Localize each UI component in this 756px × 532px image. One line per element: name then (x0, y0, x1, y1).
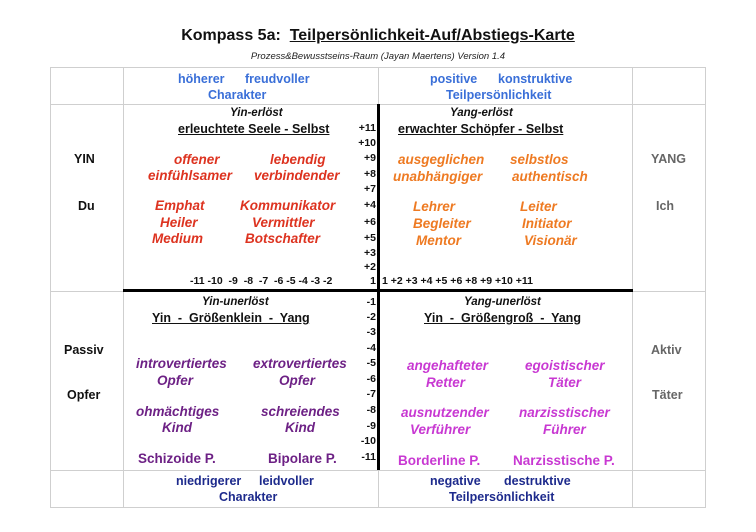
side-label-yin: YIN (74, 152, 95, 166)
q1-term: Botschafter (245, 231, 321, 246)
q2-term: selbstlos (510, 152, 569, 167)
q2-term: Mentor (416, 233, 461, 248)
page-title (0, 27, 756, 45)
q1-tag: Yin-erlöst (230, 107, 283, 119)
q3-term: ohmächtiges (136, 404, 220, 419)
grid-cell (632, 470, 706, 508)
bottom-right-word-3: Teilpersönlichkeit (449, 490, 555, 504)
q3-term: Kind (162, 420, 192, 435)
scale-tick: +9 (364, 152, 376, 164)
q2-term: Lehrer (413, 199, 456, 214)
q1-term: lebendig (270, 152, 326, 167)
scale-tick: -3 (366, 326, 376, 338)
q1-term: Vermittler (252, 215, 315, 230)
q2-term: ausgeglichen (398, 152, 485, 167)
scale-tick: +2 (364, 261, 376, 273)
q4-term: Täter (548, 375, 582, 390)
q3-term: Kind (285, 420, 315, 435)
scale-tick: +5 (364, 232, 376, 244)
side-label-aktiv: Aktiv (651, 343, 682, 357)
q1-term: einfühlsamer (148, 168, 233, 183)
grid-cell (632, 67, 706, 105)
scale-tick: -1 (366, 296, 376, 308)
title-main: Teilpersönlichkeit-Auf/Abstiegs-Karte (289, 27, 575, 44)
q1-term: Heiler (160, 215, 198, 230)
scale-tick: +10 (358, 137, 376, 149)
bottom-right-word-1: negative (430, 474, 481, 488)
scale-tick: -9 (366, 420, 376, 432)
side-label-du: Du (78, 199, 95, 213)
q2-term: Leiter (520, 199, 557, 214)
side-label-passiv: Passiv (64, 343, 104, 357)
q1-term: Emphat (155, 198, 205, 213)
q3-term: Opfer (279, 373, 316, 388)
scale-tick: -10 (360, 435, 376, 447)
q4-term: Führer (543, 422, 586, 437)
q4-term: egoistischer (525, 358, 605, 373)
scale-tick: -11 (361, 451, 376, 463)
side-label-opfer: Opfer (67, 388, 101, 402)
q1-term: offener (174, 152, 220, 167)
vertical-axis (377, 104, 380, 470)
top-left-word-1: höherer (178, 72, 225, 86)
top-right-word-3: Teilpersönlichkeit (446, 88, 552, 102)
side-label-ich: Ich (656, 199, 675, 213)
q3-term: Bipolare P. (268, 451, 337, 466)
q2-term: authentisch (512, 169, 588, 184)
q4-term: Retter (426, 375, 466, 390)
q4-term: Verführer (410, 422, 471, 437)
scale-tick: +6 (364, 216, 376, 228)
q4-term: Borderline P. (398, 453, 481, 468)
top-left-word-3: Charakter (208, 88, 267, 102)
q4-term: ausnutzender (401, 405, 489, 420)
q4-tag: Yang-unerlöst (464, 296, 541, 308)
bottom-left-word-2: leidvoller (259, 474, 314, 488)
q2-term: Begleiter (413, 216, 471, 231)
grid-cell (50, 104, 124, 292)
q2-term: Initiator (522, 216, 572, 231)
side-label-taeter: Täter (652, 388, 683, 402)
q3-heading: Yin - Größenklein - Yang (152, 311, 310, 325)
scale-tick: -8 (366, 404, 376, 416)
q2-heading: erwachter Schöpfer - Selbst (398, 122, 564, 136)
scale-tick: +7 (364, 183, 376, 195)
q4-term: Narzisstische P. (513, 453, 615, 468)
top-left-word-2: freudvoller (245, 72, 310, 86)
grid-cell (50, 470, 124, 508)
q4-term: angehafteter (407, 358, 489, 373)
scale-tick: -6 (366, 373, 376, 385)
q1-heading: erleuchtete Seele - Selbst (178, 122, 330, 136)
scale-horizontal-positive: 1 +2 +3 +4 +5 +6 +8 +9 +10 +11 (382, 275, 533, 287)
grid-cell (50, 67, 124, 105)
q2-term: unabhängiger (393, 169, 483, 184)
page-subtitle: Prozess&Bewusstseins-Raum (Jayan Maertens) Version 1.4 (250, 51, 506, 62)
q3-term: schreiendes (261, 404, 340, 419)
grid-cell (632, 104, 706, 292)
scale-tick: 1 (370, 275, 376, 287)
q1-term: Medium (152, 231, 204, 246)
grid-cell (632, 291, 706, 471)
bottom-left-word-3: Charakter (219, 490, 278, 504)
horizontal-axis (123, 289, 633, 292)
q4-heading: Yin - Größengroß - Yang (424, 311, 581, 325)
q1-term: Kommunikator (240, 198, 336, 213)
scale-tick: -7 (366, 388, 376, 400)
side-label-yang: YANG (651, 152, 686, 166)
scale-tick: -2 (366, 311, 376, 323)
scale-tick: -5 (366, 357, 376, 369)
q4-term: narzisstischer (519, 405, 610, 420)
q3-term: introvertiertes (136, 356, 227, 371)
q3-term: Schizoide P. (138, 451, 216, 466)
scale-tick: -4 (366, 342, 376, 354)
scale-tick: +3 (364, 247, 376, 259)
q2-tag: Yang-erlöst (450, 107, 513, 119)
top-right-word-1: positive (430, 72, 478, 86)
scale-tick: +8 (364, 168, 376, 180)
grid-cell (50, 291, 124, 471)
bottom-left-word-1: niedrigerer (176, 474, 242, 488)
title-prefix: Kompass 5a: (181, 27, 281, 44)
scale-tick: +11 (358, 122, 376, 134)
scale-tick: +4 (364, 199, 376, 211)
q3-term: Opfer (157, 373, 194, 388)
scale-horizontal-negative: -11 -10 -9 -8 -7 -6 -5 -4 -3 -2 (190, 275, 333, 287)
bottom-right-word-2: destruktive (504, 474, 571, 488)
q2-term: Visionär (524, 233, 577, 248)
q3-tag: Yin-unerlöst (202, 296, 269, 308)
q1-term: verbindender (254, 168, 340, 183)
top-right-word-2: konstruktive (498, 72, 573, 86)
q3-term: extrovertiertes (253, 356, 347, 371)
